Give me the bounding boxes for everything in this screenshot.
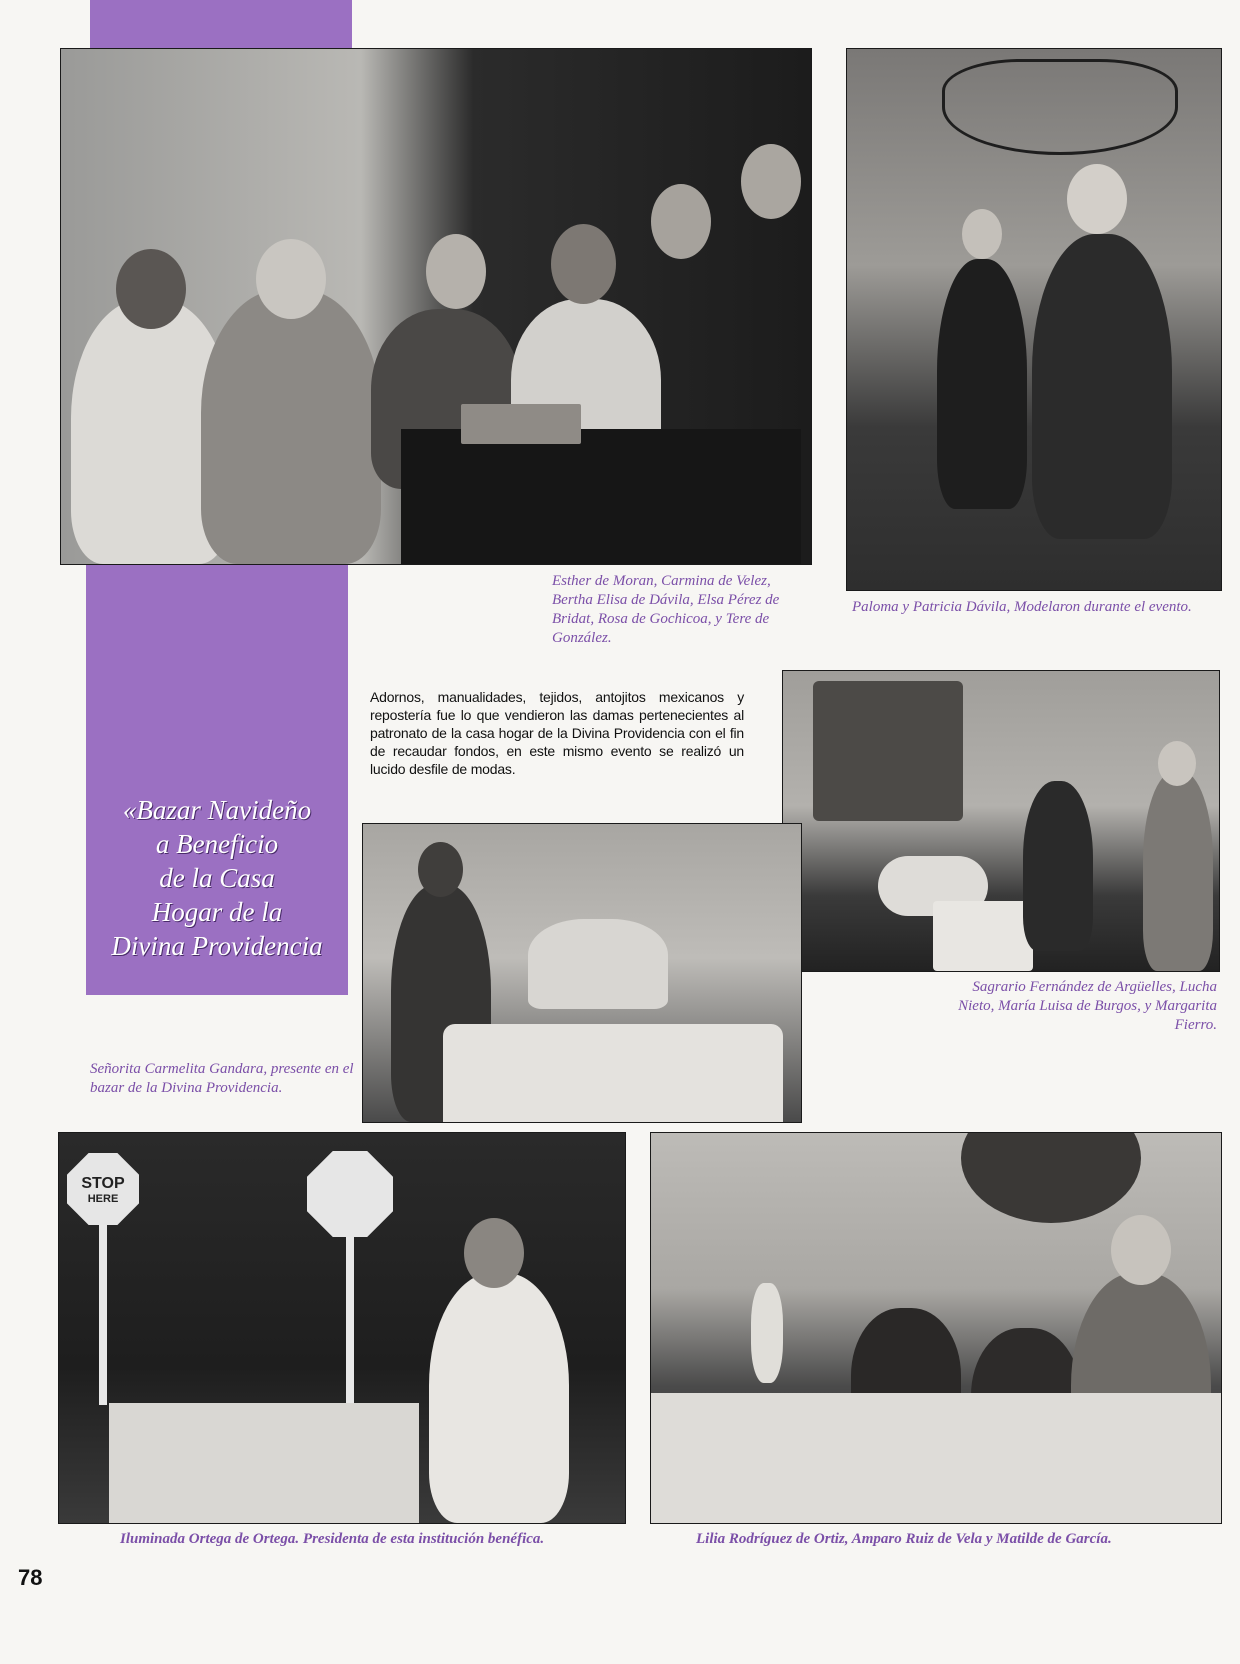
caption-bazaar-room: Sagrario Fernández de Argüelles, Lucha Nieto, María Luisa de Burgos, y Margarita Fierro. bbox=[958, 979, 1217, 1033]
photo-stall bbox=[650, 1132, 1222, 1524]
photo-group-table bbox=[60, 48, 812, 565]
model-figure bbox=[1032, 234, 1172, 539]
display-table bbox=[443, 1024, 783, 1122]
article-body: Adornos, manualidades, tejidos, antojitos mexicanos y repostería fue lo que vendieron las damas pertenecientes al patronato de la casa hogar de la Divina Providencia con el fin de recaudar fondos, en este mismo evento se realizó un lucido desfile de modas. bbox=[370, 689, 744, 777]
photo-bassinet bbox=[362, 823, 802, 1123]
woman-head bbox=[1158, 741, 1196, 786]
woman-head bbox=[651, 184, 711, 259]
woman-head bbox=[741, 144, 801, 219]
photo-bazaar-room bbox=[782, 670, 1220, 972]
caption-stall: Lilia Rodríguez de Ortiz, Amparo Ruiz de Vela y Matilde de García. bbox=[696, 1531, 1112, 1547]
woman-head bbox=[1111, 1215, 1171, 1285]
woman-figure bbox=[201, 289, 381, 564]
photo-models bbox=[846, 48, 1222, 591]
woman-head bbox=[256, 239, 326, 319]
bassinet bbox=[528, 919, 668, 1009]
stop-sign-text: STOP bbox=[81, 1175, 125, 1192]
model-head bbox=[962, 209, 1002, 259]
vase bbox=[751, 1283, 783, 1383]
pedestal bbox=[933, 901, 1033, 971]
model-figure bbox=[937, 259, 1027, 509]
article-title-box bbox=[86, 565, 348, 995]
caption-bassinet: Señorita Carmelita Gandara, presente en el bazar de la Divina Providencia. bbox=[90, 1061, 354, 1096]
photo-stop-signs bbox=[58, 1132, 626, 1524]
woman-head bbox=[418, 842, 463, 897]
hanging-clothes bbox=[813, 681, 963, 821]
stop-sign bbox=[307, 1151, 393, 1237]
article-title: «Bazar Navideño a Beneficio de la Casa Hogar de la Divina Providencia bbox=[111, 795, 323, 961]
woman-head bbox=[426, 234, 486, 309]
header-accent-bar bbox=[90, 0, 352, 48]
woman-head bbox=[464, 1218, 524, 1288]
woman-figure bbox=[429, 1273, 569, 1523]
caption-stop-signs: Iluminada Ortega de Ortega. Presidenta de esta institución benéfica. bbox=[120, 1531, 545, 1547]
decorative-wreath bbox=[961, 1132, 1141, 1223]
woman-head bbox=[116, 249, 186, 329]
table bbox=[401, 429, 801, 564]
stop-sign-subtext: HERE bbox=[87, 1193, 119, 1205]
model-head bbox=[1067, 164, 1127, 234]
chandelier bbox=[942, 59, 1178, 155]
sign-pole bbox=[346, 1237, 354, 1427]
display-table bbox=[109, 1403, 419, 1523]
sign-pole bbox=[99, 1225, 107, 1405]
caption-group-table: Esther de Moran, Carmina de Velez, Bertha Elisa de Dávila, Elsa Pérez de Bridat, Rosa de Gochicoa, y Tere de González. bbox=[552, 573, 780, 646]
display-table bbox=[651, 1393, 1221, 1523]
woman-head bbox=[551, 224, 616, 304]
caption-models: Paloma y Patricia Dávila, Modelaron durante el evento. bbox=[852, 599, 1192, 615]
woman-figure bbox=[1023, 781, 1093, 951]
gift-box bbox=[461, 404, 581, 444]
woman-figure bbox=[1143, 771, 1213, 971]
page-number: 78 bbox=[18, 1565, 43, 1590]
